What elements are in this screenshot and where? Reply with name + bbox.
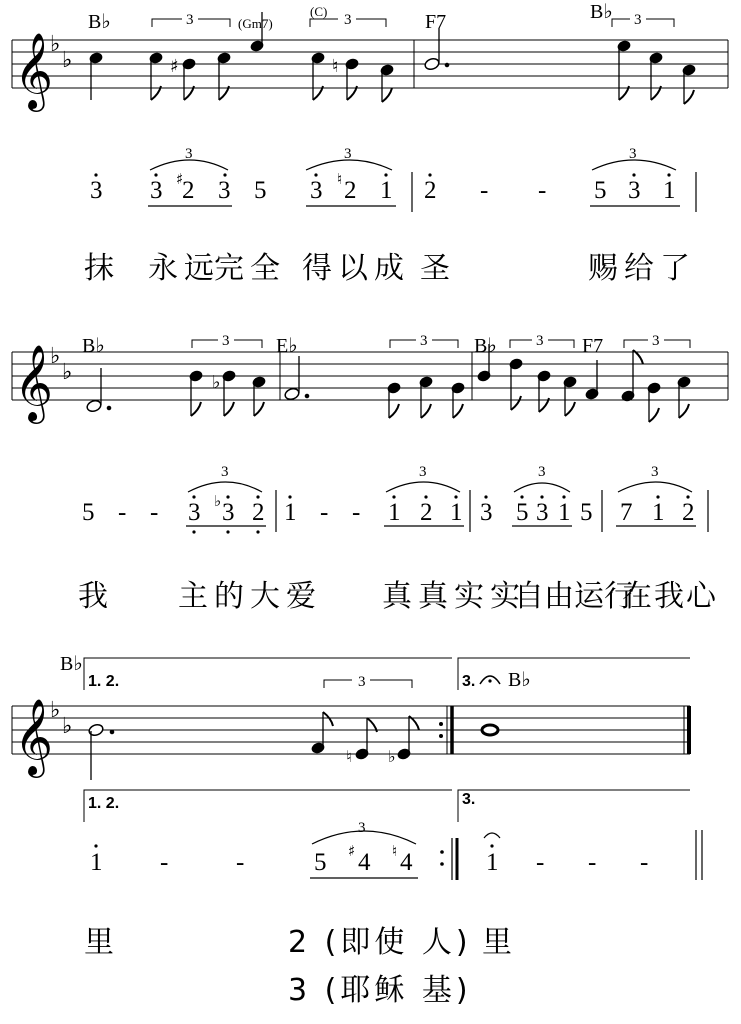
staff-system-2 xyxy=(12,352,728,400)
jianpu-line-2 xyxy=(82,464,708,534)
jianpu-digit: 3 xyxy=(536,499,549,526)
chord-symbol: (C) xyxy=(310,4,328,19)
jianpu-digit: 3 xyxy=(628,177,641,204)
svg-text:♭: ♭ xyxy=(388,747,396,766)
triplet-number: 3 xyxy=(420,333,428,349)
jianpu-dash: - xyxy=(640,849,649,876)
lyric-word: 我 xyxy=(78,579,114,614)
jianpu-digit: 4 xyxy=(400,849,413,876)
svg-text:♭: ♭ xyxy=(214,492,222,510)
jianpu-digit: 3 xyxy=(480,499,493,526)
volta-label: 1. 2. xyxy=(88,673,120,690)
jianpu-digit: 2 xyxy=(344,177,357,204)
lyric-word: 主的大爱 xyxy=(178,579,322,614)
volta-label: 3. xyxy=(462,673,476,690)
triplet-number: 3 xyxy=(344,12,352,28)
jianpu-dash: - xyxy=(320,499,329,526)
jianpu-line-1 xyxy=(90,146,696,212)
treble-clef: 𝄞 xyxy=(14,698,54,775)
chord-symbol: F7 xyxy=(425,11,447,33)
lyric-word: 3 (耶稣 基) xyxy=(288,973,472,1008)
lyric-word: 抹 xyxy=(84,251,120,286)
jianpu-digit: 4 xyxy=(358,849,371,876)
key-signature xyxy=(50,32,72,73)
triplet-number: 3 xyxy=(651,464,659,480)
chord-symbol: (Gm7) xyxy=(238,16,273,31)
svg-text:♯: ♯ xyxy=(348,842,356,860)
jianpu-dash: - xyxy=(538,177,547,204)
jianpu-digit: 5 xyxy=(254,177,267,204)
jianpu-digit: 1 xyxy=(486,849,499,876)
triplet-number: 3 xyxy=(419,464,427,480)
notes-system-1 xyxy=(89,12,696,104)
triplet-number: 3 xyxy=(221,464,229,480)
svg-text:♭: ♭ xyxy=(62,48,73,73)
jianpu-digit: 5 xyxy=(516,499,529,526)
lyric-word: 自由运行 xyxy=(514,579,634,614)
jianpu-digit: 1 xyxy=(652,499,665,526)
triplet-number: 3 xyxy=(186,12,194,28)
jianpu-dash: - xyxy=(118,499,127,526)
svg-text:♭: ♭ xyxy=(62,360,73,385)
jianpu-digit: 7 xyxy=(620,499,633,526)
jianpu-dash: - xyxy=(150,499,159,526)
chord-symbol: B♭ xyxy=(60,653,83,675)
jianpu-line-3 xyxy=(90,820,702,880)
lyric-word: 里 xyxy=(84,925,120,960)
triplet-brackets xyxy=(192,340,690,348)
svg-text:♭: ♭ xyxy=(212,372,221,393)
lyric-word: 真真实实 xyxy=(382,579,526,614)
chord-symbol: B♭ xyxy=(82,335,105,357)
triplet-number: 3 xyxy=(185,146,193,162)
volta-brackets xyxy=(84,658,690,822)
triplet-number: 3 xyxy=(629,146,637,162)
triplet-number: 3 xyxy=(344,146,352,162)
jianpu-digit: 3 xyxy=(188,499,201,526)
triplet-number: 3 xyxy=(634,12,642,28)
jianpu-digit: 2 xyxy=(420,499,433,526)
chord-symbol: B♭ xyxy=(508,669,531,691)
lyric-word: 得以成 xyxy=(302,251,410,286)
treble-clef: 𝄞 xyxy=(14,344,54,421)
jianpu-digit: 2 xyxy=(182,177,195,204)
svg-text:♭: ♭ xyxy=(50,698,61,723)
chord-symbol: B♭ xyxy=(474,335,497,357)
jianpu-digit: 2 xyxy=(682,499,695,526)
jianpu-dash: - xyxy=(236,849,245,876)
jianpu-digit: 5 xyxy=(82,499,95,526)
chord-symbol: F7 xyxy=(582,335,604,357)
svg-text:♯: ♯ xyxy=(170,56,179,77)
jianpu-dash: - xyxy=(480,177,489,204)
triplet-number: 3 xyxy=(652,333,660,349)
volta-label: 3. xyxy=(462,791,476,808)
triplet-number: 3 xyxy=(358,820,366,836)
lyric-word: 完全 xyxy=(214,251,286,286)
chord-symbol: B♭ xyxy=(590,1,613,23)
svg-text:♭: ♭ xyxy=(50,32,61,57)
chord-symbol: B♭ xyxy=(88,11,111,33)
jianpu-dash: - xyxy=(588,849,597,876)
key-signature xyxy=(50,344,72,385)
jianpu-dash: - xyxy=(160,849,169,876)
fermata-dot xyxy=(488,679,491,682)
key-signature xyxy=(50,698,72,739)
svg-text:♭: ♭ xyxy=(50,344,61,369)
svg-text:♭: ♭ xyxy=(62,714,73,739)
jianpu-digit: 1 xyxy=(558,499,571,526)
jianpu-digit: 3 xyxy=(90,177,103,204)
svg-text:♮: ♮ xyxy=(332,56,339,77)
svg-text:♮: ♮ xyxy=(392,842,398,860)
jianpu-digit: 5 xyxy=(594,177,607,204)
chord-symbol: E♭ xyxy=(276,335,298,357)
notes-system-3 xyxy=(0,712,498,780)
jianpu-digit: 1 xyxy=(90,849,103,876)
jianpu-dash: - xyxy=(536,849,545,876)
jianpu-digit: 2 xyxy=(252,499,265,526)
treble-clef: 𝄞 xyxy=(14,32,54,109)
svg-text:♮: ♮ xyxy=(337,170,343,188)
lyric-word: 里 xyxy=(482,925,518,960)
jianpu-digit: 5 xyxy=(580,499,593,526)
jianpu-digit: 3 xyxy=(218,177,231,204)
triplet-number: 3 xyxy=(536,333,544,349)
jianpu-digit: 1 xyxy=(388,499,401,526)
lyric-word: 永远 xyxy=(148,251,220,286)
jianpu-digit: 2 xyxy=(424,177,437,204)
jianpu-digit: 3 xyxy=(310,177,323,204)
triplet-number: 3 xyxy=(358,674,366,690)
jianpu-digit: 1 xyxy=(450,499,463,526)
jianpu-digit: 3 xyxy=(222,499,235,526)
volta-label: 1. 2. xyxy=(88,795,120,812)
lyric-word: 2 (即使 人) xyxy=(288,925,472,960)
jianpu-digit: 1 xyxy=(380,177,393,204)
jianpu-digit: 1 xyxy=(284,499,297,526)
jianpu-digit: 1 xyxy=(663,177,676,204)
triplet-number: 3 xyxy=(222,333,230,349)
lyric-word: 赐给了 xyxy=(588,251,696,286)
jianpu-digit: 5 xyxy=(314,849,327,876)
triplet-number: 3 xyxy=(538,464,546,480)
svg-text:♮: ♮ xyxy=(346,747,352,766)
svg-text:♯: ♯ xyxy=(176,170,184,188)
lyric-word: 圣 xyxy=(420,251,456,286)
lyric-word: 在我心 xyxy=(622,579,718,614)
jianpu-digit: 3 xyxy=(150,177,163,204)
jianpu-dash: - xyxy=(352,499,361,526)
